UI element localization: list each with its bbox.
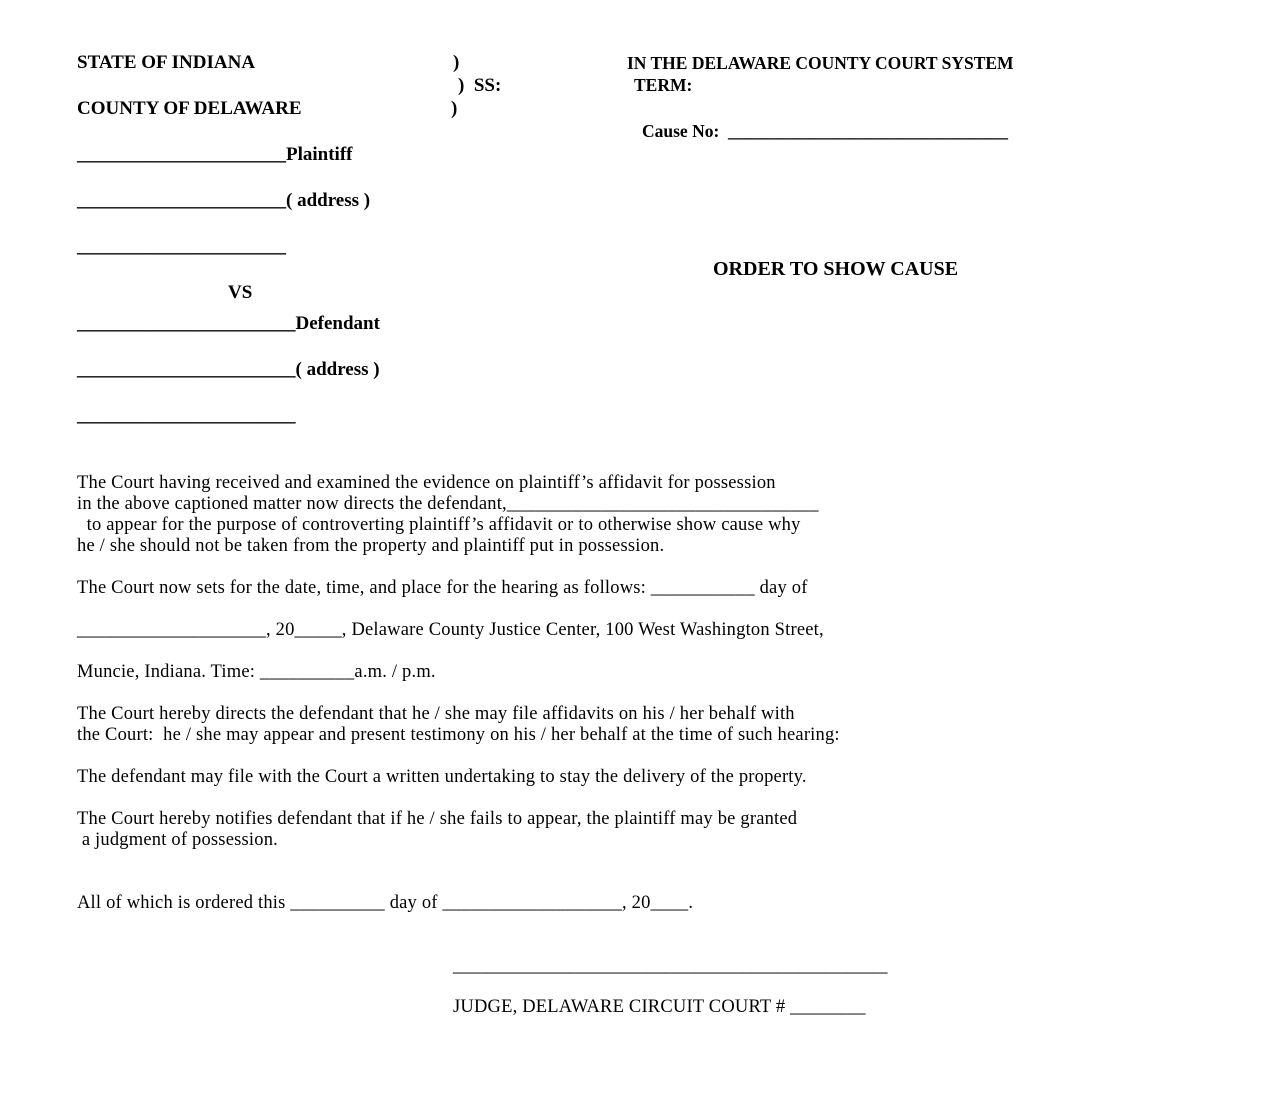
caption-paren: ): [453, 52, 460, 73]
paragraph-line: The Court now sets for the date, time, and place for the hearing as follows: ___________ day of: [77, 578, 808, 598]
county-label: COUNTY OF DELAWARE: [77, 98, 302, 119]
paragraph-line: the Court: he / she may appear and present testimony on his / her behalf at the time of such hearing:: [77, 725, 840, 745]
document-title: ORDER TO SHOW CAUSE: [713, 258, 959, 280]
ordered-date-line: All of which is ordered this __________ day of ___________________, 20____.: [77, 893, 694, 913]
court-system-label: IN THE DELAWARE COUNTY COURT SYSTEM: [627, 53, 1014, 73]
state-label: STATE OF INDIANA: [77, 52, 256, 73]
cause-number-field: Cause No: ________________________________: [642, 121, 1009, 141]
paragraph-line: The Court hereby directs the defendant that he / she may file affidavits on his / her behalf with: [77, 704, 795, 724]
paragraph-line: Muncie, Indiana. Time: __________a.m. / p.m.: [77, 662, 436, 682]
versus-label: VS: [228, 282, 253, 303]
term-label: TERM:: [634, 75, 693, 95]
paragraph-line: The Court hereby notifies defendant that if he / she fails to appear, the plaintiff may be granted: [77, 809, 798, 829]
paragraph-line: The Court having received and examined the evidence on plaintiff’s affidavit for possession: [77, 473, 776, 493]
plaintiff-line: ______________________Plaintiff: [77, 144, 353, 165]
paragraph-line: a judgment of possession.: [77, 830, 278, 850]
paragraph-line: in the above captioned matter now directs the defendant,_________________________________: [77, 494, 819, 514]
plaintiff-address-line-2: ______________________: [77, 236, 286, 257]
plaintiff-address-line: ______________________( address ): [77, 190, 371, 211]
signature-line: ______________________________________________: [453, 956, 888, 976]
paragraph-line: ____________________, 20_____, Delaware County Justice Center, 100 West Washington Street,: [77, 620, 824, 640]
defendant-address-line-2: _______________________: [77, 405, 296, 426]
judge-signature-label: JUDGE, DELAWARE CIRCUIT COURT # ________: [453, 997, 866, 1017]
paragraph-line: The defendant may file with the Court a written undertaking to stay the delivery of the property.: [77, 767, 807, 787]
paragraph-line: he / she should not be taken from the property and plaintiff put in possession.: [77, 536, 665, 556]
ss-label: ) SS:: [458, 75, 502, 96]
defendant-line: _______________________Defendant: [77, 313, 380, 334]
caption-paren: ): [451, 98, 458, 119]
defendant-address-line: _______________________( address ): [77, 359, 380, 380]
paragraph-line: to appear for the purpose of controverting plaintiff’s affidavit or to otherwise show cause why: [77, 515, 801, 535]
